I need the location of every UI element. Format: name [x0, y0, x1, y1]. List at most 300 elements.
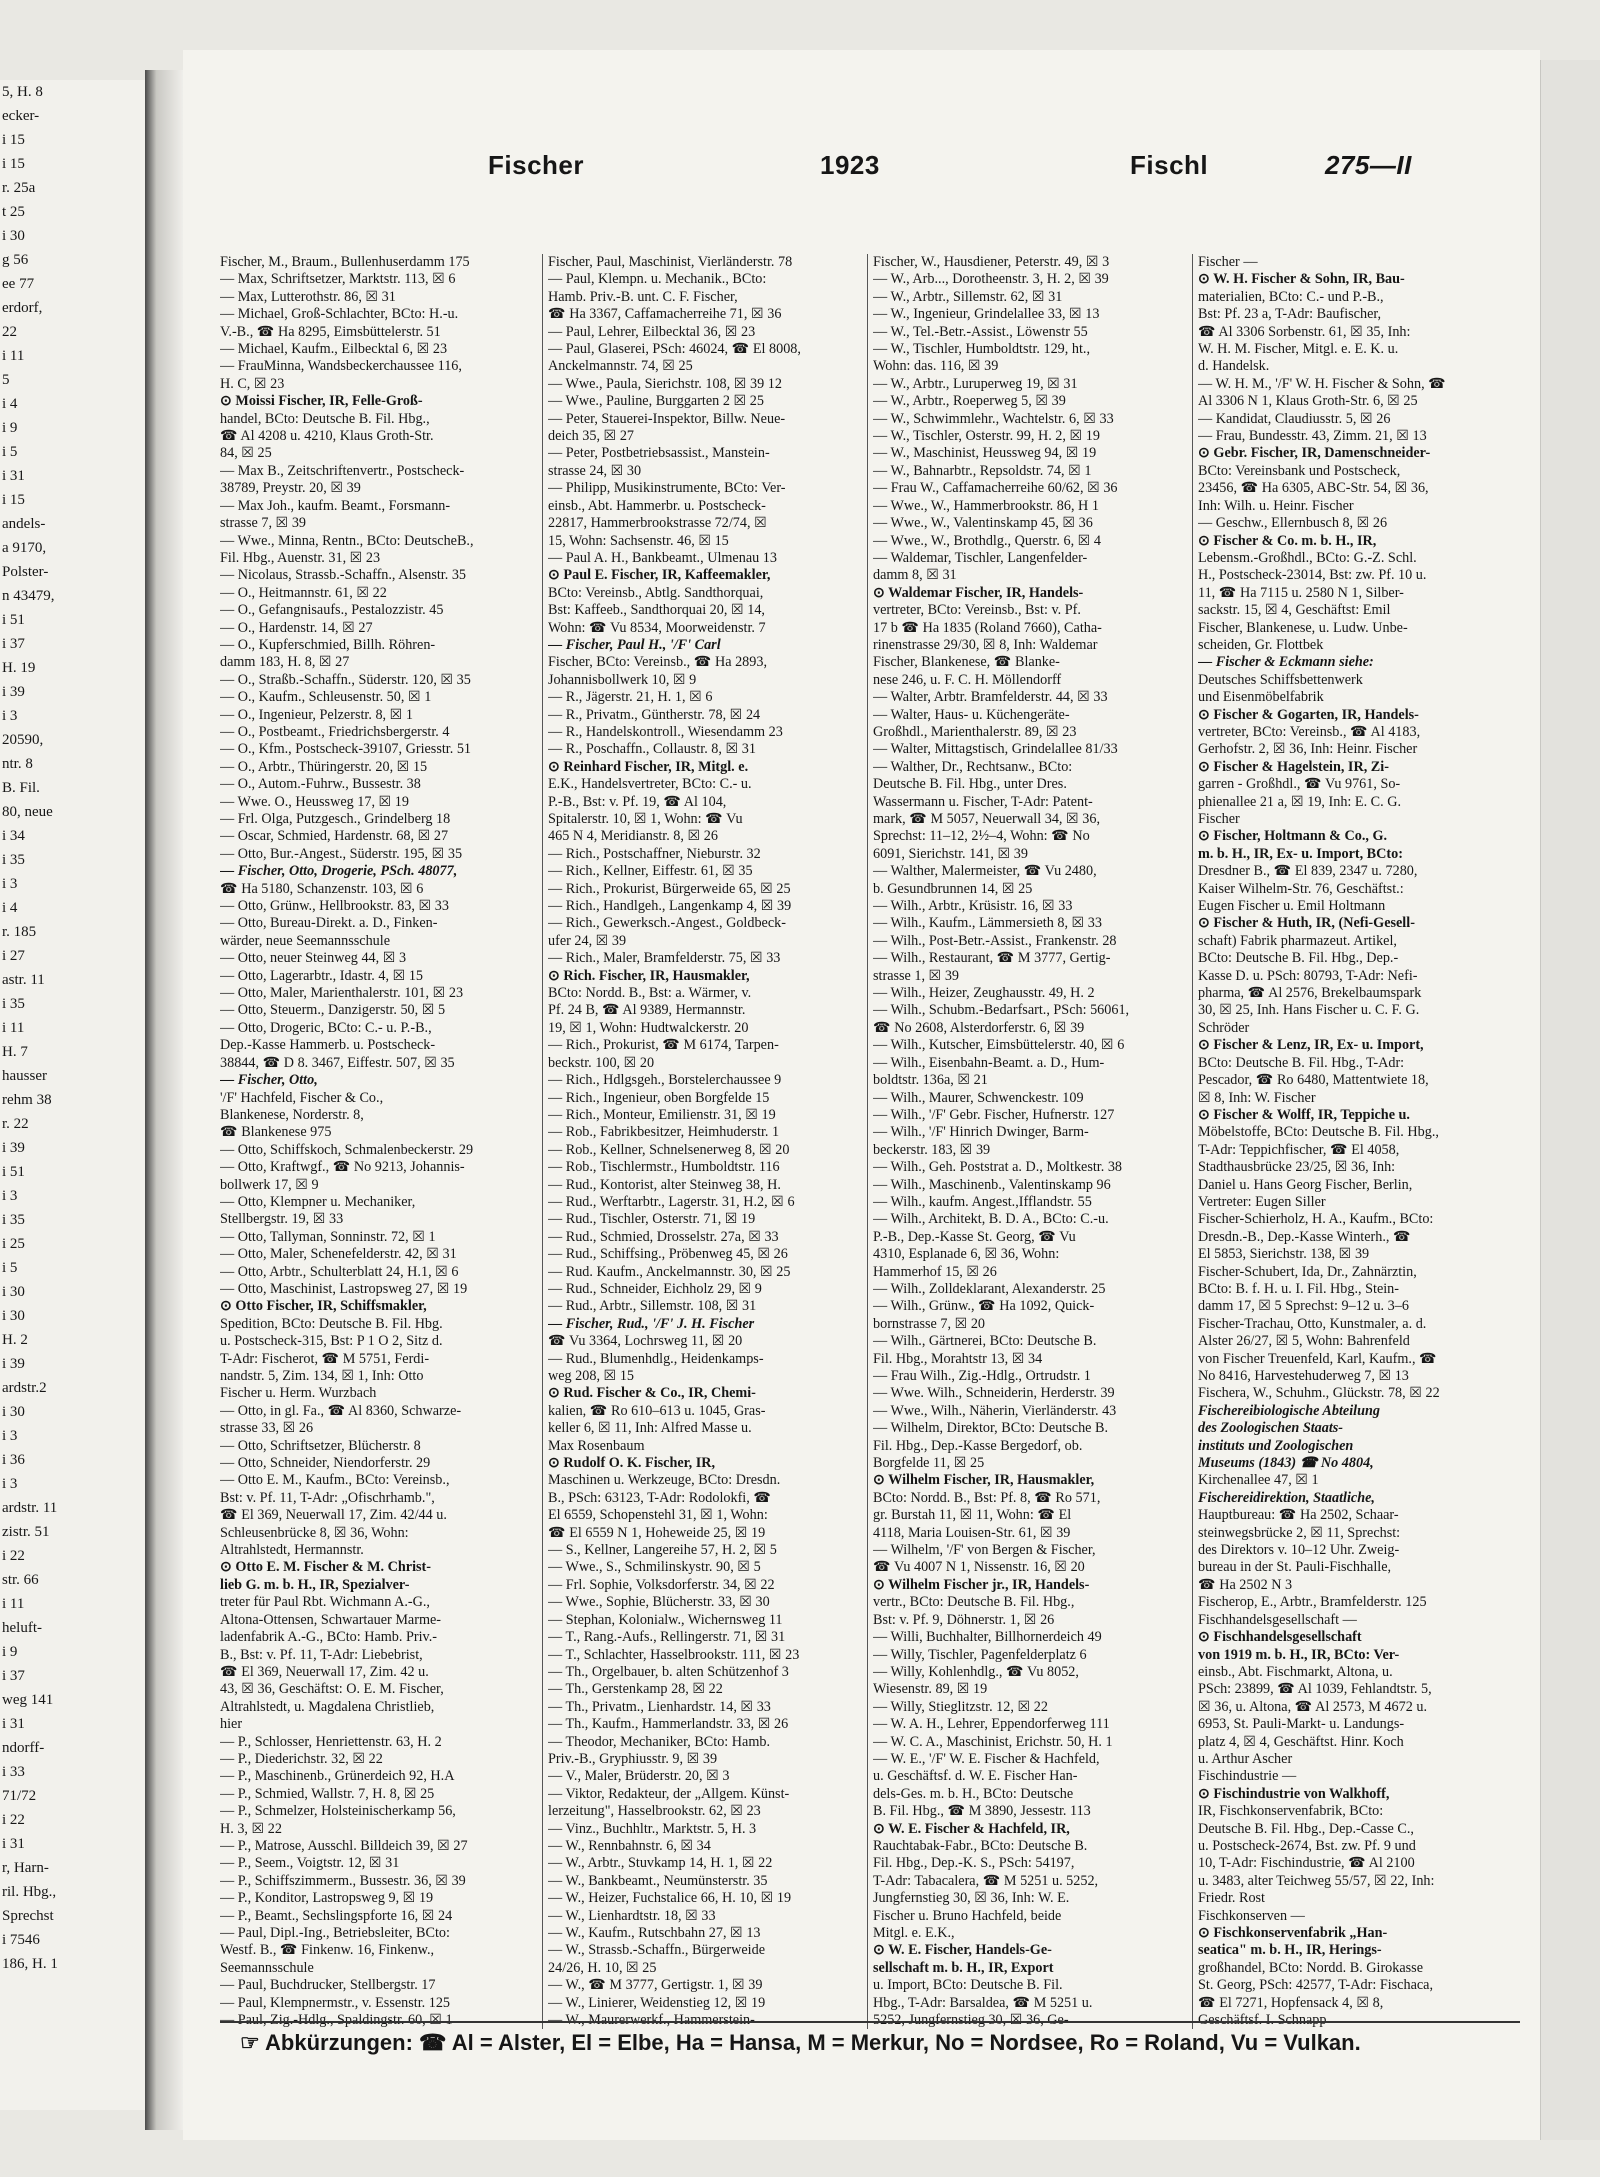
directory-entry-line: — Wilh., Grünw., ☎ Ha 1092, Quick-	[873, 1298, 1095, 1315]
directory-entry-line: — Wilh., Heizer, Zeughausstr. 49, H. 2	[873, 985, 1095, 1002]
directory-entry-line: gr. Burstah 11, ☒ 11, Wohn: ☎ El	[873, 1507, 1072, 1524]
directory-entry-line: B., Bst: v. Pf. 11, T-Adr: Liebebrist,	[220, 1646, 423, 1663]
directory-entry-line: Spitalerstr. 10, ☒ 1, Wohn: ☎ Vu	[548, 811, 743, 827]
directory-entry-line: Johannisbollwerk 10, ☒ 9	[548, 671, 697, 688]
directory-entry-line: — Rich., Prokurist, ☎ M 6174, Tarpen-	[548, 1037, 779, 1054]
directory-entry-line: — Wilh., Arbtr., Krüsistr. 16, ☒ 33	[873, 898, 1073, 915]
directory-entry-line: — Paul, Buchdrucker, Stellbergstr. 17	[220, 1977, 436, 1994]
directory-entry-line: — Viktor, Redakteur, der „Allgem. Künst-	[548, 1785, 790, 1802]
directory-entry-line: — Rud., Schneider, Eichholz 29, ☒ 9	[548, 1280, 762, 1297]
left-page-line: ndorff-	[2, 1740, 45, 1756]
directory-entry-line: — W. A. H., Lehrer, Eppendorferweg 111	[873, 1716, 1110, 1733]
directory-entry-line: — Rud. Kaufm., Anckelmannstr. 30, ☒ 25	[548, 1263, 791, 1280]
directory-entry-line: — Walther, Dr., Rechtsanw., BCto:	[873, 758, 1073, 775]
directory-entry-line: — Rich., Maler, Bramfelderstr. 75, ☒ 33	[548, 950, 781, 967]
directory-entry-line: — O., Straßb.-Schaffn., Süderstr. 120, ☒ 35	[220, 671, 471, 688]
directory-entry-line: Dresdn.-B., Dep.-Kasse Winterh., ☎	[1198, 1228, 1411, 1245]
directory-entry-line: strasse 1, ☒ 39	[873, 967, 960, 984]
directory-entry-line: — Otto, Bureau-Direkt. a. D., Finken-	[220, 915, 438, 932]
directory-entry-line: Fischindustrie —	[1198, 1768, 1297, 1785]
directory-entry-line: — Wwe., Paula, Sierichstr. 108, ☒ 39 12	[548, 375, 782, 392]
directory-entry-line: — Rud., Tischler, Osterstr. 71, ☒ 19	[548, 1211, 756, 1228]
left-page-line: i 37	[2, 636, 25, 652]
directory-entry-line: ☎ El 6559 N 1, Hoheweide 25, ☒ 19	[548, 1524, 766, 1541]
directory-entry-line: Fischereidirektion, Staatliche,	[1198, 1489, 1375, 1506]
directory-entry-line: 38844, ☎ D 8. 3467, Eiffestr. 507, ☒ 35	[220, 1054, 455, 1071]
directory-entry-line: — Otto, Grünw., Hellbrookstr. 83, ☒ 33	[220, 898, 449, 915]
left-page-line: r. 25a	[2, 180, 36, 196]
directory-entry-line: — Fischer & Eckmann siehe:	[1198, 654, 1374, 671]
left-page-line: r, Harn-	[2, 1860, 49, 1876]
directory-entry-line: — Otto, Schneider, Niendorferstr. 29	[220, 1455, 431, 1472]
left-page-line: ntr. 8	[2, 756, 33, 772]
directory-entry-line: ☎ El 369, Neuerwall 17, Zim. 42/44 u.	[220, 1507, 447, 1524]
directory-entry-line: damm 8, ☒ 31	[873, 567, 957, 584]
directory-entry-line: — Wilh., Post-Betr.-Assist., Frankenstr. 28	[873, 932, 1117, 949]
directory-entry-line: — Wwe. O., Heussweg 17, ☒ 19	[220, 793, 409, 810]
directory-entry-line: Kaiser Wilhelm-Str. 76, Geschäftst.:	[1198, 880, 1404, 897]
directory-entry-line: ufer 24, ☒ 39	[548, 932, 627, 949]
directory-entry-line: nese 246, u. F. C. H. Möllendorff	[873, 671, 1062, 688]
directory-entry-line: ⊙ Wilhelm Fischer, IR, Hausmakler,	[873, 1472, 1095, 1489]
directory-entry-line: Bst: Kaffeeb., Sandthorquai 20, ☒ 14,	[548, 602, 765, 619]
directory-entry-line: — Wilh., Kutscher, Eimsbüttelerstr. 40, ☒ 6	[873, 1037, 1125, 1054]
directory-entry-line: — Max, Lutterothstr. 86, ☒ 31	[220, 288, 396, 305]
directory-entry-line: — Rud., Werftarbtr., Lagerstr. 31, H.2, ☒ 6	[548, 1193, 795, 1210]
directory-entry-line: 22817, Hammerbrookstrasse 72/74, ☒	[548, 515, 767, 532]
directory-entry-line: vertr., BCto: Deutsche B. Fil. Hbg.,	[873, 1594, 1075, 1611]
directory-entry-line: ⊙ Otto E. M. Fischer & M. Christ-	[220, 1559, 431, 1576]
directory-entry-line: Wohn: das. 116, ☒ 39	[873, 358, 999, 375]
page-number: 275—II	[1325, 150, 1412, 180]
directory-entry-line: — Rich., Hdlgsgeh., Borstelerchaussee 9	[548, 1072, 782, 1089]
directory-entry-line: ⊙ W. H. Fischer & Sohn, IR, Bau-	[1198, 271, 1405, 288]
directory-entry-line: Alster 26/27, ☒ 5, Wohn: Bahrenfeld	[1198, 1333, 1410, 1350]
directory-entry-line: Schleusenbrücke 8, ☒ 36, Wohn:	[220, 1524, 409, 1541]
directory-entry-line: — Willy, Kohlenhdlg., ☎ Vu 8052,	[873, 1663, 1079, 1680]
directory-entry-line: lerzeitung", Hasselbrookstr. 62, ☒ 23	[548, 1803, 761, 1820]
directory-entry-line: ⊙ Fischhandelsgesellschaft	[1198, 1629, 1362, 1646]
directory-entry-line: ☎ El 7271, Hopfensack 4, ☒ 8,	[1198, 1994, 1384, 2011]
directory-entry-line: — Fischer, Rud., '/F' J. H. Fischer	[548, 1315, 755, 1332]
left-page-line: i 33	[2, 1764, 25, 1780]
directory-entry-line: — Rich., Monteur, Emilienstr. 31, ☒ 19	[548, 1106, 776, 1123]
directory-entry-line: Gerhofstr. 2, ☒ 36, Inh: Heinr. Fischer	[1198, 741, 1418, 758]
directory-entry-line: — O., Kfm., Postscheck-39107, Griesstr. 51	[220, 741, 472, 758]
directory-entry-line: Sprechst: 11–12, 2½–4, Wohn: ☎ No	[873, 828, 1090, 845]
directory-entry-line: — Fischer, Otto,	[220, 1072, 318, 1089]
directory-entry-line: — W., Maschinist, Heussweg 94, ☒ 19	[873, 445, 1097, 462]
directory-entry-line: Anckelmannstr. 74, ☒ 25	[548, 358, 693, 375]
directory-entry-line: B. Fil. Hbg., ☎ M 3890, Jessestr. 113	[873, 1803, 1091, 1820]
directory-entry-line: ☎ Ha 3367, Caffamacherreihe 71, ☒ 36	[548, 306, 782, 323]
directory-entry-line: BCto: Vereinsbank und Postscheck,	[1198, 462, 1401, 479]
directory-entry-line: u. Arthur Ascher	[1198, 1750, 1293, 1767]
left-page-line: rehm 38	[2, 1092, 52, 1108]
left-page-line: i 25	[2, 1236, 25, 1252]
directory-entry-line: — Otto, Klempner u. Mechaniker,	[220, 1193, 416, 1210]
directory-entry-line: einsb., Abt. Fischmarkt, Altona, u.	[1198, 1663, 1393, 1680]
directory-entry-line: ⊙ Reinhard Fischer, IR, Mitgl. e.	[548, 758, 749, 775]
directory-entry-line: — W., Strassb.-Schaffn., Bürgerweide	[548, 1942, 765, 1959]
left-page-line: 186, H. 1	[2, 1956, 58, 1972]
directory-entry-line: — Waldemar, Tischler, Langenfelder-	[873, 549, 1088, 566]
directory-entry-line: 6091, Sierichstr. 141, ☒ 39	[873, 845, 1028, 862]
left-page-line: r. 22	[2, 1116, 29, 1132]
directory-entry-line: — Rich., Postschaffner, Nieburstr. 32	[548, 845, 761, 862]
directory-entry-line: — Stephan, Kolonialw., Wichernsweg 11	[548, 1611, 783, 1628]
directory-entry-line: — Frau W., Caffamacherreihe 60/62, ☒ 36	[873, 480, 1118, 497]
directory-entry-line: — Rud., Schiffsing., Pröbenweg 45, ☒ 26	[548, 1246, 788, 1263]
directory-entry-line: Hammerhof 15, ☒ 26	[873, 1263, 997, 1280]
directory-entry-line: — Walter, Haus- u. Küchengeräte-	[873, 706, 1070, 723]
directory-entry-line: — Otto E. M., Kaufm., BCto: Vereinsb.,	[220, 1472, 450, 1489]
directory-entry-line: PSch: 23899, ☎ Al 1039, Fehlandtstr. 5,	[1198, 1681, 1432, 1698]
left-page-line: i 30	[2, 1308, 25, 1324]
directory-entry-line: — Rich., Handlgeh., Langenkamp 4, ☒ 39	[548, 898, 792, 915]
directory-entry-line: ⊙ Fischer & Gogarten, IR, Handels-	[1198, 706, 1419, 723]
directory-entry-line: — W. H. M., '/F' W. H. Fischer & Sohn, ☎	[1198, 375, 1446, 392]
directory-entry-line: — Otto, Tallyman, Sonninstr. 72, ☒ 1	[220, 1228, 436, 1245]
directory-entry-line: — Willy, Tischler, Pagenfelderplatz 6	[873, 1646, 1087, 1663]
directory-entry-line: strasse 33, ☒ 26	[220, 1420, 314, 1437]
directory-entry-line: H., Postscheck-23014, Bst: zw. Pf. 10 u.	[1198, 567, 1427, 584]
directory-entry-line: ⊙ Rudolf O. K. Fischer, IR,	[548, 1455, 716, 1472]
left-page-line: i 11	[2, 1020, 25, 1036]
directory-entry-line: dels-Ges. m. b. H., BCto: Deutsche	[873, 1785, 1074, 1802]
directory-entry-line: ☎ Vu 3364, Lochrsweg 11, ☒ 20	[548, 1333, 743, 1350]
left-page-line: i 15	[2, 132, 25, 148]
directory-entry-line: Altrahlstedt, u. Magdalena Christlieb,	[220, 1698, 435, 1715]
directory-entry-line: Lebensm.-Großhdl., BCto: G.-Z. Schl.	[1198, 549, 1417, 566]
left-page-line: i 22	[2, 1812, 25, 1828]
directory-entry-line: einsb., Abt. Hammerbr. u. Postscheck-	[548, 497, 766, 514]
directory-entry-line: 465 N 4, Meridianstr. 8, ☒ 26	[548, 828, 718, 845]
left-page-line: i 3	[2, 876, 18, 892]
directory-entry-line: b. Gesundbrunnen 14, ☒ 25	[873, 880, 1033, 897]
directory-entry-line: — Geschw., Ellernbusch 8, ☒ 26	[1198, 515, 1388, 532]
left-page-line: i 4	[2, 900, 18, 916]
left-page-line: str. 66	[2, 1572, 39, 1588]
directory-entry-line: Fischereibiologische Abteilung	[1198, 1402, 1380, 1419]
directory-entry-line: — Peter, Postbetriebsassist., Manstein-	[548, 445, 770, 462]
directory-entry-line: ☒ 8, Inh: W. Fischer	[1198, 1089, 1316, 1106]
directory-entry-line: Eugen Fischer u. Emil Holtmann	[1198, 898, 1386, 915]
left-page-line: n 43479,	[2, 588, 55, 604]
directory-entry-line: — Kandidat, Claudiusstr. 5, ☒ 26	[1198, 410, 1391, 427]
directory-entry-line: — Wilh., kaufm. Angest.,Ifflandstr. 55	[873, 1193, 1092, 1210]
page-edge	[1540, 60, 1600, 2140]
directory-entry-line: boldtstr. 136a, ☒ 21	[873, 1072, 988, 1089]
directory-entry-line: — Rud., Blumenhdlg., Heidenkamps-	[548, 1350, 764, 1367]
left-page-line: t 25	[2, 204, 25, 220]
directory-entry-line: ⊙ W. E. Fischer, Handels-Ge-	[873, 1942, 1052, 1959]
directory-entry-line: El 6559, Schopenstehl 31, ☒ 1, Wohn:	[548, 1507, 768, 1524]
directory-entry-line: — W., Schwimmlehr., Wachtelstr. 6, ☒ 33	[873, 410, 1114, 427]
directory-entry-line: — Michael, Groß-Schlachter, BCto: H.-u.	[220, 306, 459, 323]
left-page-line: i 3	[2, 1476, 18, 1492]
directory-entry-line: — W., Heizer, Fuchstalice 66, H. 10, ☒ 19	[548, 1890, 792, 1907]
directory-entry-line: — W. E., '/F' W. E. Fischer & Hachfeld,	[873, 1750, 1100, 1767]
directory-entry-line: — W., Arb..., Dorotheenstr. 3, H. 2, ☒ 39	[873, 271, 1109, 288]
directory-entry-line: ☒ 36, u. Altona, ☎ Al 2573, M 4672 u.	[1198, 1698, 1428, 1715]
directory-entry-line: — Wwe., Wilh., Näherin, Vierländerstr. 43	[873, 1402, 1117, 1419]
directory-entry-line: Mitgl. e. E.K.,	[873, 1925, 955, 1941]
directory-entry-line: — P., Matrose, Ausschl. Billdeich 39, ☒ 27	[220, 1837, 468, 1854]
directory-entry-line: Friedr. Rost	[1198, 1890, 1266, 1907]
directory-entry-line: damm 183, H. 8, ☒ 27	[220, 654, 350, 671]
directory-entry-line: Vertreter: Eugen Siller	[1198, 1193, 1326, 1210]
directory-entry-line: Spedition, BCto: Deutsche B. Fil. Hbg.	[220, 1315, 443, 1332]
directory-entry-line: BCto: Deutsche B. Fil. Hbg., T-Adr:	[1198, 1054, 1405, 1071]
left-page-line: i 5	[2, 1260, 18, 1276]
left-page-line: i 9	[2, 1644, 18, 1660]
left-page-line: i 51	[2, 1164, 25, 1180]
directory-entry-line: — Rich., Gewerksch.-Angest., Goldbeck-	[548, 915, 786, 932]
directory-entry-line: — W., Arbtr., Luruperweg 19, ☒ 31	[873, 375, 1078, 392]
left-page-line: i 35	[2, 1212, 25, 1228]
directory-entry-line: '/F' Hachfeld, Fischer & Co.,	[220, 1089, 384, 1106]
directory-entry-line: BCto: Deutsche B. Fil. Hbg., Dep.-	[1198, 950, 1399, 967]
directory-entry-line: keller 6, ☒ 11, Inh: Alfred Masse u.	[548, 1420, 752, 1437]
directory-entry-line: 23456, ☎ Ha 6305, ABC-Str. 54, ☒ 36,	[1198, 480, 1429, 497]
directory-entry-line: Dresdner B., ☎ El 839, 2347 u. 7280,	[1198, 863, 1418, 880]
directory-entry-line: ⊙ Waldemar Fischer, IR, Handels-	[873, 584, 1084, 601]
directory-entry-line: Stellbergstr. 19, ☒ 33	[220, 1211, 344, 1228]
left-page-line: i 3	[2, 1428, 18, 1444]
directory-entry-line: von 1919 m. b. H., IR, BCto: Ver-	[1198, 1646, 1400, 1663]
directory-entry-line: scheiden, Gr. Flottbek	[1198, 636, 1324, 653]
directory-entry-line: Hbg., T-Adr: Barsaldea, ☎ M 5251 u.	[873, 1994, 1093, 2011]
directory-entry-line: — Max, Schriftsetzer, Marktstr. 113, ☒ 6	[220, 271, 456, 288]
directory-entry-line: 84, ☒ 25	[220, 445, 272, 462]
left-page-line: i 15	[2, 492, 25, 508]
left-page-line: i 11	[2, 1596, 25, 1612]
directory-entry-line: Kirchenallee 47, ☒ 1	[1198, 1472, 1319, 1489]
directory-entry-line: — R., Jägerstr. 21, H. 1, ☒ 6	[548, 689, 713, 706]
directory-entry-line: Hauptbureau: ☎ Ha 2502, Schaar-	[1198, 1507, 1399, 1524]
left-page-line: i 30	[2, 1284, 25, 1300]
left-page-line: i 5	[2, 444, 18, 460]
left-page-line: i 4	[2, 396, 18, 412]
directory-entry-line: — Wilh., Geh. Poststrat a. D., Moltkestr. 38	[873, 1159, 1123, 1176]
directory-entry-line: Max Rosenbaum	[548, 1437, 645, 1454]
directory-entry-line: — O., Ingenieur, Pelzerstr. 8, ☒ 1	[220, 706, 413, 723]
directory-entry-line: — P., Beamt., Sechslingspforte 16, ☒ 24	[220, 1907, 453, 1924]
directory-entry-line: Fil. Hbg., Dep.-K. S., PSch: 54197,	[873, 1855, 1075, 1872]
directory-entry-line: 15, Wohn: Sachsenstr. 46, ☒ 15	[548, 532, 729, 549]
directory-entry-line: — Otto, in gl. Fa., ☎ Al 8360, Schwarze-	[220, 1402, 462, 1419]
directory-entry-line: — W., Arbtr., Stuvkamp 14, H. 1, ☒ 22	[548, 1855, 773, 1872]
left-page-line: i 51	[2, 612, 25, 628]
directory-entry-line: ⊙ Fischindustrie von Walkhoff,	[1198, 1785, 1390, 1802]
directory-entry-line: — P., Maschinenb., Grünerdeich 92, H.A	[220, 1768, 455, 1785]
directory-entry-line: B., PSch: 63123, T-Adr: Rodolokfi, ☎	[548, 1489, 772, 1506]
directory-entry-line: Fischer u. Herm. Wurzbach	[220, 1385, 377, 1402]
directory-entry-line: T-Adr: Teppichfischer, ☎ El 4058,	[1198, 1141, 1400, 1158]
directory-entry-line: P.-B., Dep.-Kasse St. Georg, ☎ Vu	[873, 1228, 1076, 1245]
directory-entry-line: — Otto, Maschinist, Lastropsweg 27, ☒ 19	[220, 1280, 468, 1297]
directory-entry-line: m. b. H., IR, Ex- u. Import, BCto:	[1198, 845, 1403, 862]
directory-entry-line: — O., Autom.-Fuhrw., Bussestr. 38	[220, 776, 421, 793]
directory-entry-line: ⊙ Fischer & Lenz, IR, Ex- u. Import,	[1198, 1037, 1424, 1054]
directory-entry-line: — Wilh., Gärtnerei, BCto: Deutsche B.	[873, 1333, 1097, 1350]
left-page-line: Polster-	[2, 564, 49, 580]
directory-entry-line: — O., Kaufm., Schleusenstr. 50, ☒ 1	[220, 689, 432, 706]
directory-entry-line: und Eisenmöbelfabrik	[1198, 689, 1324, 706]
directory-entry-line: platz 4, ☒ 4, Geschäftst. Hinr. Koch	[1198, 1733, 1404, 1750]
directory-entry-line: — Theodor, Mechaniker, BCto: Hamb.	[548, 1733, 771, 1750]
directory-entry-line: ☎ Blankenese 975	[220, 1124, 332, 1141]
directory-entry-line: E.K., Handelsvertreter, BCto: C.- u.	[548, 776, 752, 793]
directory-entry-line: — R., Privatm., Güntherstr. 78, ☒ 24	[548, 706, 761, 723]
directory-entry-line: ladenfabrik A.-G., BCto: Hamb. Priv.-	[220, 1629, 437, 1646]
left-page-line: ardstr. 11	[2, 1500, 58, 1516]
directory-entry-line: H. 3, ☒ 22	[220, 1820, 282, 1837]
directory-entry-line: — Otto, Lagerarbtr., Idastr. 4, ☒ 15	[220, 967, 424, 984]
directory-entry-line: — Rob., Kellner, Schnelsenerweg 8, ☒ 20	[548, 1141, 790, 1158]
directory-entry-line: — Wilh., '/F' Gebr. Fischer, Hufnerstr. 127	[873, 1106, 1115, 1123]
directory-entry-line: — Max Joh., kaufm. Beamt., Forsmann-	[220, 497, 451, 514]
directory-entry-line: materialien, BCto: C.- und P.-B.,	[1198, 288, 1384, 305]
directory-entry-line: 4118, Maria Louisen-Str. 61, ☒ 39	[873, 1524, 1071, 1541]
directory-entry-line: No 8416, Harvestehuderweg 7, ☒ 13	[1198, 1368, 1409, 1384]
directory-entry-line: — Willy, Stieglitzstr. 12, ☒ 22	[873, 1698, 1048, 1715]
directory-entry-line: Blankenese, Norderstr. 8,	[220, 1106, 364, 1123]
left-page-line: i 39	[2, 1356, 25, 1372]
left-page-line: i 9	[2, 420, 18, 436]
directory-entry-line: — T., Schlachter, Hasselbrookstr. 111, ☒ 23	[548, 1646, 800, 1663]
directory-entry-line: — Wwe., Sophie, Blücherstr. 33, ☒ 30	[548, 1594, 770, 1611]
directory-entry-line: beckerstr. 183, ☒ 39	[873, 1141, 991, 1158]
directory-entry-line: Kasse D. u. PSch: 80793, T-Adr: Nefi-	[1198, 967, 1418, 984]
directory-entry-line: nandstr. 5, Zim. 134, ☒ 1, Inh: Otto	[220, 1368, 424, 1384]
directory-entry-line: 6953, St. Pauli-Markt- u. Landungs-	[1198, 1716, 1405, 1733]
left-page-line: astr. 11	[2, 972, 45, 988]
directory-entry-line: garren - Großhdl., ☎ Vu 9761, So-	[1198, 776, 1401, 793]
directory-entry-line: Pescador, ☎ Ro 6480, Mattentwiete 18,	[1198, 1072, 1429, 1089]
directory-entry-line: rinenstrasse 29/30, ☒ 8, Inh: Waldemar	[873, 636, 1098, 653]
directory-entry-line: — Paul, Klempnermstr., v. Essenstr. 125	[220, 1994, 451, 2011]
directory-entry-line: — Frau Wilh., Zig.-Hdlg., Ortrudstr. 1	[873, 1368, 1091, 1384]
left-page-line: i 3	[2, 1188, 18, 1204]
left-page-line: 22	[2, 324, 17, 340]
directory-entry-line: Fischer-Trachau, Otto, Kunstmaler, a. d.	[1198, 1315, 1427, 1332]
directory-entry-line: — Max B., Zeitschriftenvertr., Postscheck-	[220, 462, 465, 479]
left-page-line: i 27	[2, 948, 25, 964]
directory-entry-line: — Philipp, Musikinstrumente, BCto: Ver-	[548, 480, 786, 497]
directory-entry-line: u. Postscheck-2674, Bst. zw. Pf. 9 und	[1198, 1837, 1416, 1854]
directory-entry-line: — Wwe., W., Valentinskamp 45, ☒ 36	[873, 515, 1093, 532]
directory-entry-line: des Direktors v. 10–12 Uhr. Zweig-	[1198, 1542, 1400, 1559]
left-page-line: 80, neue	[2, 804, 53, 820]
directory-entry-line: — Wwe., S., Schmilinskystr. 90, ☒ 5	[548, 1559, 761, 1576]
directory-entry-line: — Wilh., Kaufm., Lämmersieth 8, ☒ 33	[873, 915, 1102, 932]
directory-entry-line: W. H. M. Fischer, Mitgl. e. E. K. u.	[1198, 341, 1399, 358]
left-page-line: weg 141	[2, 1692, 54, 1708]
left-page-line: erdorf,	[2, 300, 43, 316]
directory-entry-line: — Th., Privatm., Lienhardstr. 14, ☒ 33	[548, 1698, 771, 1715]
directory-entry-line: — Wilh., Zolldeklarant, Alexanderstr. 25	[873, 1280, 1106, 1297]
directory-entry-line: — Paul, Glaserei, PSch: 46024, ☎ El 8008,	[548, 341, 801, 358]
directory-entry-line: Al 3306 N 1, Klaus Groth-Str. 6, ☒ 25	[1198, 393, 1418, 410]
directory-entry-line: Bst: v. Pf. 11, T-Adr: „Ofischrhamb.",	[220, 1489, 435, 1506]
directory-entry-line: Fischer, M., Braum., Bullenhuserdamm 175	[220, 254, 470, 270]
directory-entry-line: — Rud., Kontorist, alter Steinweg 38, H.	[548, 1176, 781, 1193]
directory-entry-line: — Walter, Mittagstisch, Grindelallee 81/33	[873, 741, 1118, 758]
directory-entry-line: ⊙ Fischer & Huth, IR, (Nefi-Gesell-	[1198, 915, 1415, 932]
left-page-line: i 39	[2, 1140, 25, 1156]
directory-entry-line: — Frl. Sophie, Volksdorferstr. 34, ☒ 22	[548, 1576, 775, 1593]
directory-entry-line: Deutsche B. Fil. Hbg., unter Dres.	[873, 776, 1067, 793]
directory-entry-line: — Vinz., Buchhltr., Marktstr. 5, H. 3	[548, 1820, 757, 1837]
directory-entry-line: — T., Rang.-Aufs., Rellingerstr. 71, ☒ 31	[548, 1629, 786, 1646]
directory-entry-line: Fischer, Paul, Maschinist, Vierländerstr. 78	[548, 254, 793, 270]
directory-entry-line: — Wilhelm, Direktor, BCto: Deutsche B.	[873, 1420, 1109, 1437]
directory-entry-line: handel, BCto: Deutsche B. Fil. Hbg.,	[220, 410, 430, 427]
directory-entry-line: — W., Tischler, Humboldtstr. 129, ht.,	[873, 341, 1091, 358]
abbreviations-footer: ☞ Abkürzungen: ☎ Al = Alster, El = Elbe, Ha = Hansa, M = Merkur, No = Nordsee, Ro = Roland, Vu = Vulkan.	[240, 2030, 1361, 2055]
directory-entry-line: — P., Schmied, Wallstr. 7, H. 8, ☒ 25	[220, 1785, 435, 1802]
directory-entry-line: Inh: Wilh. u. Heinr. Fischer	[1198, 497, 1354, 514]
left-page-line: ardstr.2	[2, 1380, 47, 1396]
directory-entry-line: Deutsche B. Fil. Hbg., Dep.-Casse C.,	[1198, 1820, 1414, 1837]
directory-entry-line: — Rich., Kellner, Eiffestr. 61, ☒ 35	[548, 863, 753, 880]
directory-entry-line: — V., Maler, Brüderstr. 20, ☒ 3	[548, 1768, 730, 1785]
directory-entry-line: bornstrasse 7, ☒ 20	[873, 1315, 986, 1332]
directory-entry-line: mark, ☎ M 5057, Neuerwall 34, ☒ 36,	[873, 811, 1101, 827]
left-page-line: hausser	[2, 1068, 47, 1084]
directory-entry-line: — Th., Gerstenkamp 28, ☒ 22	[548, 1681, 723, 1698]
directory-entry-line: — Frau, Bundesstr. 43, Zimm. 21, ☒ 13	[1198, 428, 1427, 445]
left-page-line: i 39	[2, 684, 25, 700]
directory-entry-line: ⊙ Otto Fischer, IR, Schiffsmakler,	[220, 1298, 427, 1315]
directory-entry-line: Westf. B., ☎ Finkenw. 16, Finkenw.,	[220, 1942, 435, 1959]
directory-entry-line: ⊙ Fischer & Co. m. b. H., IR,	[1198, 532, 1377, 549]
left-page-line: H. 2	[2, 1332, 28, 1348]
directory-entry-line: Fischer —	[1198, 254, 1258, 270]
directory-entry-line: Wohn: ☎ Vu 8534, Moorweidenstr. 7	[548, 619, 766, 636]
directory-entry-line: — Rich., Ingenieur, oben Borgfelde 15	[548, 1089, 770, 1106]
directory-entry-line: — Paul, Lehrer, Eilbecktal 36, ☒ 23	[548, 323, 756, 340]
left-page-line: ee 77	[2, 276, 35, 292]
directory-entry-line: ⊙ Wilhelm Fischer jr., IR, Handels-	[873, 1576, 1090, 1593]
directory-entry-line: Fischer	[1198, 811, 1240, 827]
directory-entry-line: vertreter, BCto: Vereinsb., Bst: v. Pf.	[873, 602, 1081, 619]
directory-entry-line: ⊙ Gebr. Fischer, IR, Damenschneider-	[1198, 445, 1431, 462]
directory-entry-line: — Wilh., Maschinenb., Valentinskamp 96	[873, 1176, 1111, 1193]
directory-entry-line: weg 208, ☒ 15	[548, 1368, 635, 1384]
directory-entry-line: — Wwe., Minna, Rentn., BCto: DeutscheB.,	[220, 532, 474, 549]
directory-entry-line: — Otto, Kraftwgf., ☎ No 9213, Johannis-	[220, 1159, 465, 1176]
directory-entry-line: 30, ☒ 25, Inh. Hans Fischer u. C. F. G.	[1198, 1002, 1420, 1019]
directory-entry-line: — Th., Kaufm., Hammerlandstr. 33, ☒ 26	[548, 1716, 789, 1733]
directory-entry-line: Dep.-Kasse Hammerb. u. Postscheck-	[220, 1037, 436, 1054]
directory-entry-line: — Fischer, Otto, Drogerie, PSch. 48077,	[220, 863, 458, 880]
directory-entry-line: u. Import, BCto: Deutsche B. Fil.	[873, 1977, 1063, 1994]
directory-entry-line: BCto: Vereinsb., Abtlg. Sandthorquai,	[548, 584, 764, 601]
directory-entry-line: von Fischer Treuenfeld, Karl, Kaufm., ☎	[1198, 1350, 1437, 1367]
left-page-line: ril. Hbg.,	[2, 1884, 57, 1900]
directory-entry-line: — W., Linierer, Weidenstieg 12, ☒ 19	[548, 1994, 766, 2011]
directory-entry-line: Fil. Hbg., Morahtstr 13, ☒ 34	[873, 1350, 1043, 1367]
directory-entry-line: — Wwe., W., Brothdlg., Querstr. 6, ☒ 4	[873, 532, 1102, 549]
directory-entry-line: Fischer, Blankenese, u. Ludw. Unbe-	[1198, 619, 1408, 636]
directory-entry-line: BCto: Nordd. B., Bst: Pf. 8, ☎ Ro 571,	[873, 1489, 1101, 1506]
running-head-left: Fischer	[488, 150, 584, 180]
directory-entry-line: pharma, ☎ Al 2576, Brekelbaumspark	[1198, 985, 1422, 1002]
directory-entry-line: — Otto, neuer Steinweg 44, ☒ 3	[220, 950, 407, 967]
